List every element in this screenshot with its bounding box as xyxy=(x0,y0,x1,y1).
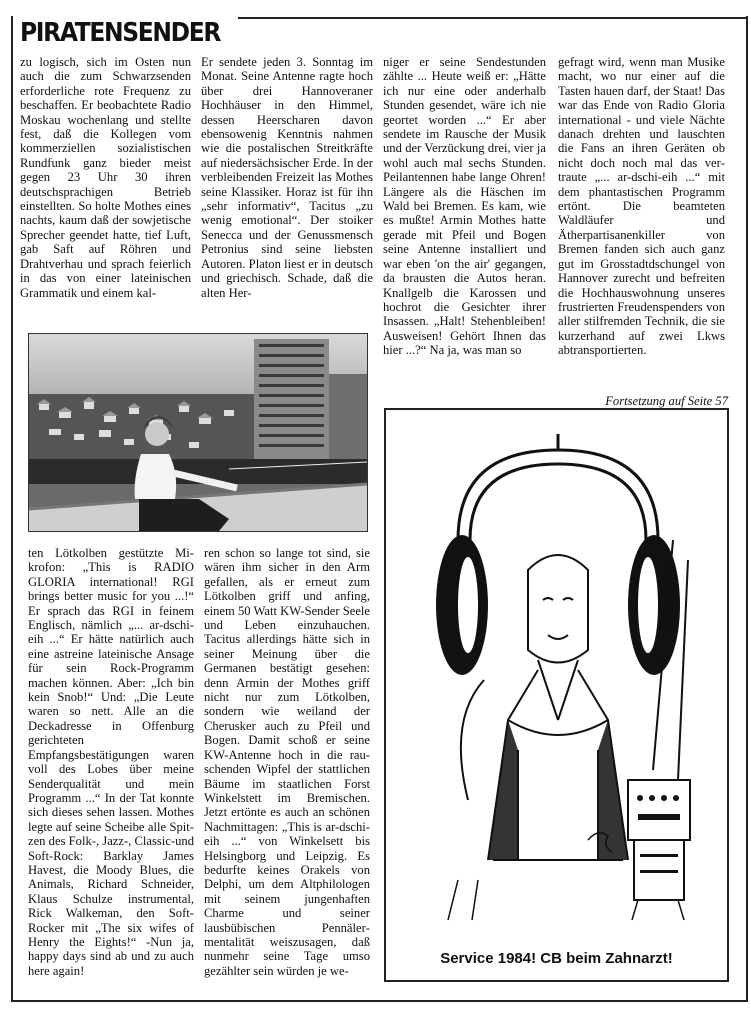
continuation-note: Fortsetzung auf Seite 57 xyxy=(605,394,728,408)
article-column-5: ten Lötkolben gestützte Mikrofon: „This is RADIO GLORIA international! RGI brings better music for you ...!“ Er sprach das RGI in feinem Englisch, nämlich „... ar-dschi-eih ...“ Er hätte natürlich auch eine astreine lateinische Ansage für sein Rock-Programm machen können. Aber: „Ich bin kein Snob!“ Und: „Die Leute waren so nett. Alle an die Deckadresse in Offenburg gerichteten Empfangsbestätigungen waren voll des Lobes über meine Senderqualität und mein Programm ...“ In der Tat konnte sich dieses sehen lassen. Mothes legte auf seine Scheibe alle Spitzen des Folk-, Jazz-, Classic-und Soft-Rock: Barklay James Havest, die Moody Blues, die Animals, Richard Schneider, Klaus Schulze instrumental, Rick Walkeman, den Soft-Rocker mit „The six wifes of Henry the Eights!“ -Nun ja, happy days sind ab und zu auch here again! xyxy=(28,546,194,978)
cartoon-caption: Service 1984! CB beim Zahnarzt! xyxy=(440,950,673,967)
article-column-1: zu logisch, sich im Osten nun auch die zum Schwarzsenden erforderliche rote Frequenz zu beschaffen. Er beobachtete Radio Moskau wochenlang und stellte fest, daß die Kollegen vom kommerziellen sozialistischen Rundfunk ganz bieder meist gegen 23 Uhr 30 ihren deutschsprachigen Betrieb einstellten. So holte Mothes eines nachts, kaum daß der sowjetische Sprecher geendet hatte, tief Luft, gab Saft auf Röhren und Drahtverhau und sprach feierlich in das von einer lateinischen Grammatik und einem kal- xyxy=(20,55,191,300)
cartoon-panel xyxy=(384,408,729,982)
page-title: PIRATENSENDER xyxy=(20,18,220,48)
article-column-3: niger er seine Sendestunden zählte ... Heute weiß er: „Hätte ich nur eine oder anderhalb Stunden gesendet, wäre ich nie geortet worden ...“ Er aber sendete im Rausche der Musik und der Verzückung drei, vier ja wohl auch mal sechs Stunden. Peilantennen habe lange Ohren! Längere als die Häschen im Wald bei Bremen. Es kam, wie es mußte! Armin Mothes hatte gerade mit Pfeil und Bogen seine Antenne installiert und war eben 'on the air' gegangen, da brausten die Autos heran. Knallgelb die Karossen und hochrot die Gesichter ihrer Insassen. „Halt! Stehenbleiben! Ausweisen! Gehört Ihnen das hier ...?“ Na ja, was man so xyxy=(383,55,546,358)
rooftop-photo-illustration xyxy=(29,334,367,531)
rooftop-photo xyxy=(28,333,368,532)
article-column-4: gefragt wird, wenn man Musike macht, wo nur einer auf die Tasten hauen darf, der Staat! Das war das Ende von Radio Gloria international - und viele Nächte danach drehten und lauschten die Fans an ihren Geräten ob nicht doch noch mal das vertraute „... ar-dschi-eih ...“ mit dem phantastischen Programm ertönt. Die beamteten Waldläufer und Ätherpartisanenkiller von Bremen fanden sich auch ganz gut im Grosstadtdschungel von Hannover zurecht und befreiten die Hochhauswohnung unseres frustrierten Freudenspenders von aller stilfremden Technik, die sie kurzerhand auf zwei Lkws abtransportierten. xyxy=(558,55,725,358)
header-rule xyxy=(238,17,746,19)
headphone-man-illustration xyxy=(388,420,725,940)
article-column-2: Er sendete jeden 3. Sonntag im Monat. Seine Antenne ragte hoch über drei Hannoveraner Hochhäuser in den Himmel, dessen Heerscharen davon ebensowenig Kenntnis nahmen wie die postalischen Streitkräfte auf niedersächsischer Erde. In der verbleibenden Freizeit las Mothes seine Klassiker. Horaz ist für ihn „sehr informativ“, Tacitus „zu wenig emotional“. Der stoiker Senecca und der Genussmensch Petronius sind seine liebsten Autoren. Platon liest er in deutsch und griechisch. Schade, daß die alten Her- xyxy=(201,55,373,300)
article-column-6: ren schon so lange tot sind, sie wären ihm sicher in den Arm gefallen, als er erneut zum Lötkolben griff und anfing, einem 50 Watt KW-Sender Seele und Leben einzuhauchen. Tacitus allerdings hätte sich in seiner Meinung über die Germanen bestätigt gesehen: denn Armin der Mothes griff nicht nur zum Lötkolben, sondern wie weiland der Cherusker auch zu Pfeil und Bogen. Damit schoß er seine KW-Antenne hoch in die rauschenden Wipfel der stattlichen Bäume im staatlichen Forst Winkelstett im Bremischen. Jetzt ertönte es auch an schönen Nachmittagen: „This is ar-dschi-eih ...“ von Winkelsett bis Helsingborg und Leipzig. Es bedurfte keines Orakels von Delphi, um dem Altphilologen mit seinem jungenhaften Charme und seiner lausbübischen Pennälermentalität weiszusagen, daß nunmehr seine Tage umso gezählter sein würden je we- xyxy=(204,546,370,978)
